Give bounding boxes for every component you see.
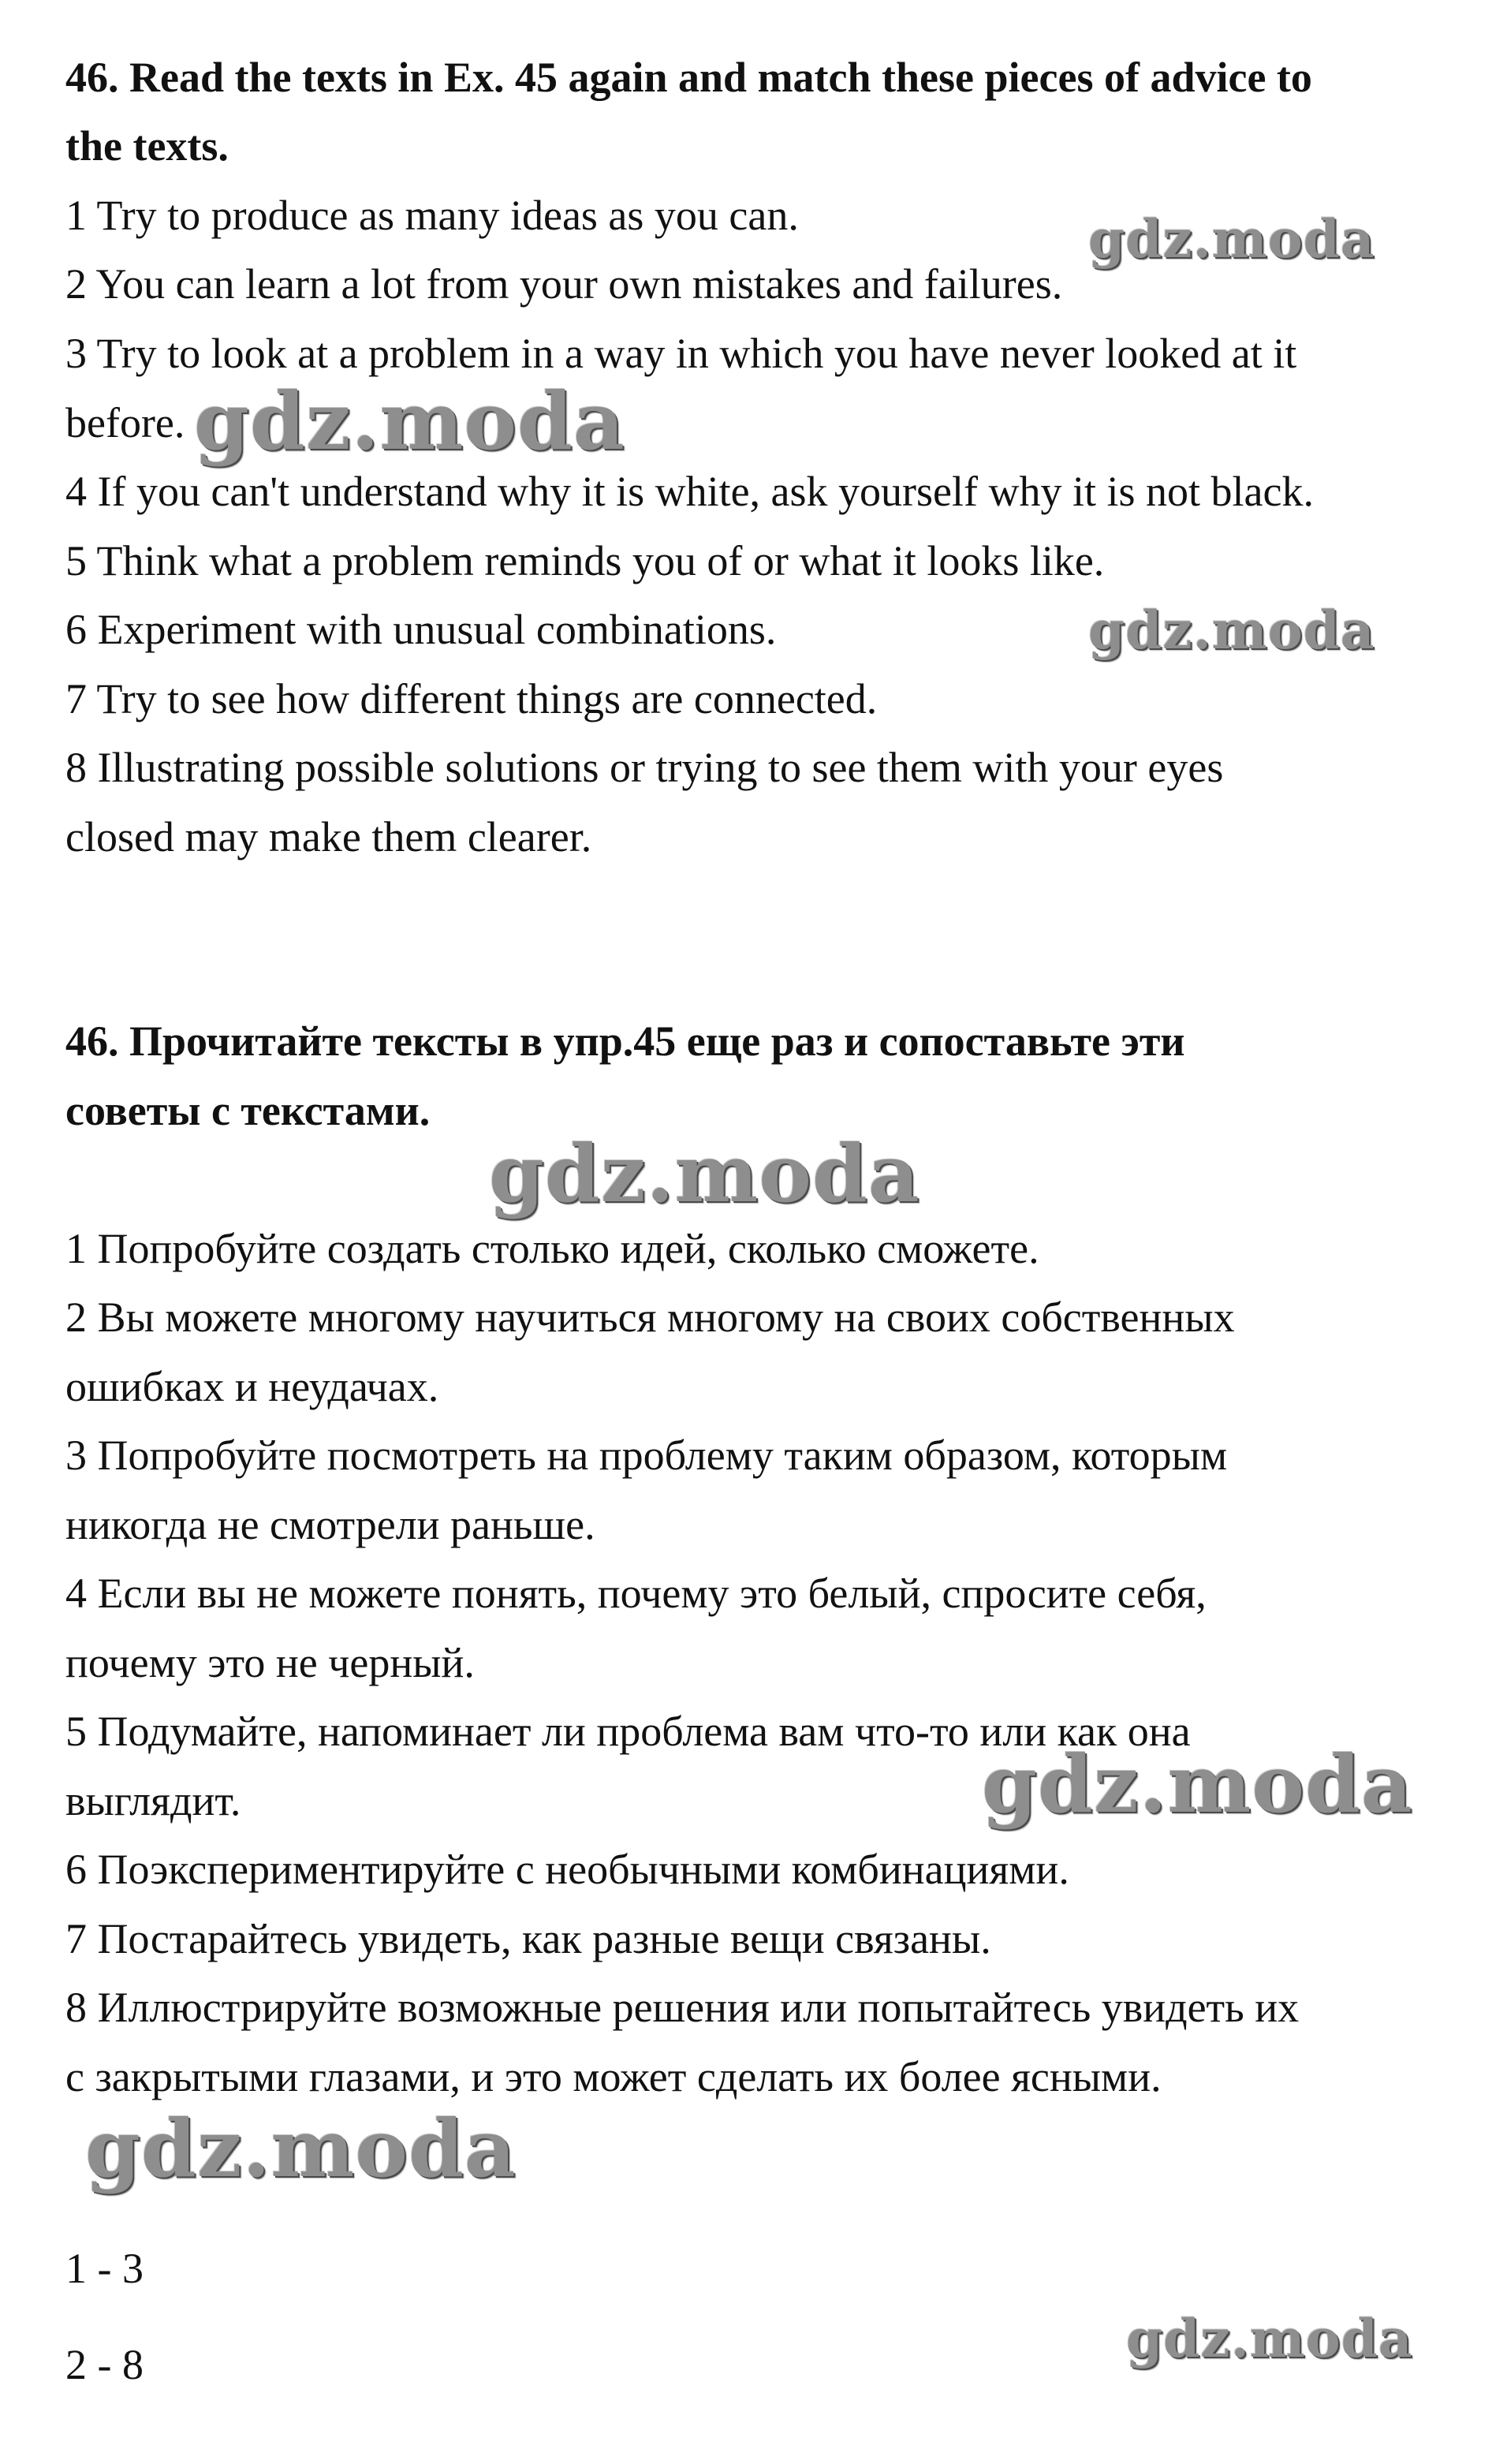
- russian-heading-line-1: 46. Прочитайте тексты в упр.45 еще раз и сопоставьте эти: [65, 1017, 1185, 1065]
- watermark-logo: gdz.moda: [982, 1738, 1413, 1831]
- english-advice-line: before.: [65, 399, 185, 446]
- watermark-logo: gdz.moda: [85, 2102, 517, 2195]
- english-heading-line-1: 46. Read the texts in Ex. 45 again and match these pieces of advice to: [65, 54, 1312, 101]
- english-advice-line: 4 If you can't understand why it is white, ask yourself why it is not black.: [65, 468, 1314, 515]
- russian-advice-line: 5 Подумайте, напоминает ли проблема вам что-то или как она: [65, 1708, 1191, 1755]
- english-advice-line: 8 Illustrating possible solutions or trying to see them with your eyes: [65, 744, 1224, 791]
- russian-advice-line: 3 Попробуйте посмотреть на проблему таким образом, которым: [65, 1432, 1228, 1479]
- russian-advice-line: 6 Поэкспериментируйте с необычными комбинациями.: [65, 1846, 1069, 1893]
- english-advice-line: closed may make them clearer.: [65, 813, 592, 861]
- english-advice-line: 2 You can learn a lot from your own mistakes and failures.: [65, 260, 1063, 308]
- russian-advice-line: почему это не черный.: [65, 1639, 475, 1686]
- english-advice-line: 7 Try to see how different things are connected.: [65, 675, 878, 722]
- russian-advice-line: выглядит.: [65, 1777, 241, 1824]
- english-advice-line: 3 Try to look at a problem in a way in which you have never looked at it: [65, 330, 1297, 377]
- russian-advice-line: с закрытыми глазами, и это может сделать их более ясными.: [65, 2053, 1162, 2100]
- watermark-logo: gdz.moda: [1088, 208, 1375, 270]
- watermark-logo: gdz.moda: [1126, 2308, 1413, 2369]
- english-advice-line: 6 Experiment with unusual combinations.: [65, 606, 777, 653]
- russian-advice-line: 4 Если вы не можете понять, почему это белый, спросите себя,: [65, 1570, 1207, 1617]
- russian-heading-line-2: советы с текстами.: [65, 1087, 431, 1134]
- english-heading-line-2: the texts.: [65, 122, 229, 170]
- russian-advice-line: 1 Попробуйте создать столько идей, сколько сможете.: [65, 1225, 1039, 1272]
- answer-line: 2 - 8: [65, 2341, 144, 2388]
- watermark-logo: gdz.moda: [1088, 599, 1375, 661]
- russian-advice-line: 8 Иллюстрируйте возможные решения или попытайтесь увидеть их: [65, 1984, 1300, 2031]
- english-advice-line: 5 Think what a problem reminds you of or what it looks like.: [65, 537, 1105, 584]
- english-advice-line: 1 Try to produce as many ideas as you can.: [65, 192, 799, 239]
- russian-advice-line: никогда не смотрели раньше.: [65, 1501, 595, 1548]
- russian-advice-line: ошибках и неудачах.: [65, 1363, 439, 1410]
- watermark-logo: gdz.moda: [489, 1127, 920, 1220]
- russian-advice-line: 2 Вы можете многому научиться многому на своих собственных: [65, 1294, 1235, 1341]
- russian-advice-line: 7 Постарайтесь увидеть, как разные вещи связаны.: [65, 1915, 991, 1962]
- answer-line: 1 - 3: [65, 2245, 144, 2292]
- watermark-logo: gdz.moda: [194, 375, 625, 468]
